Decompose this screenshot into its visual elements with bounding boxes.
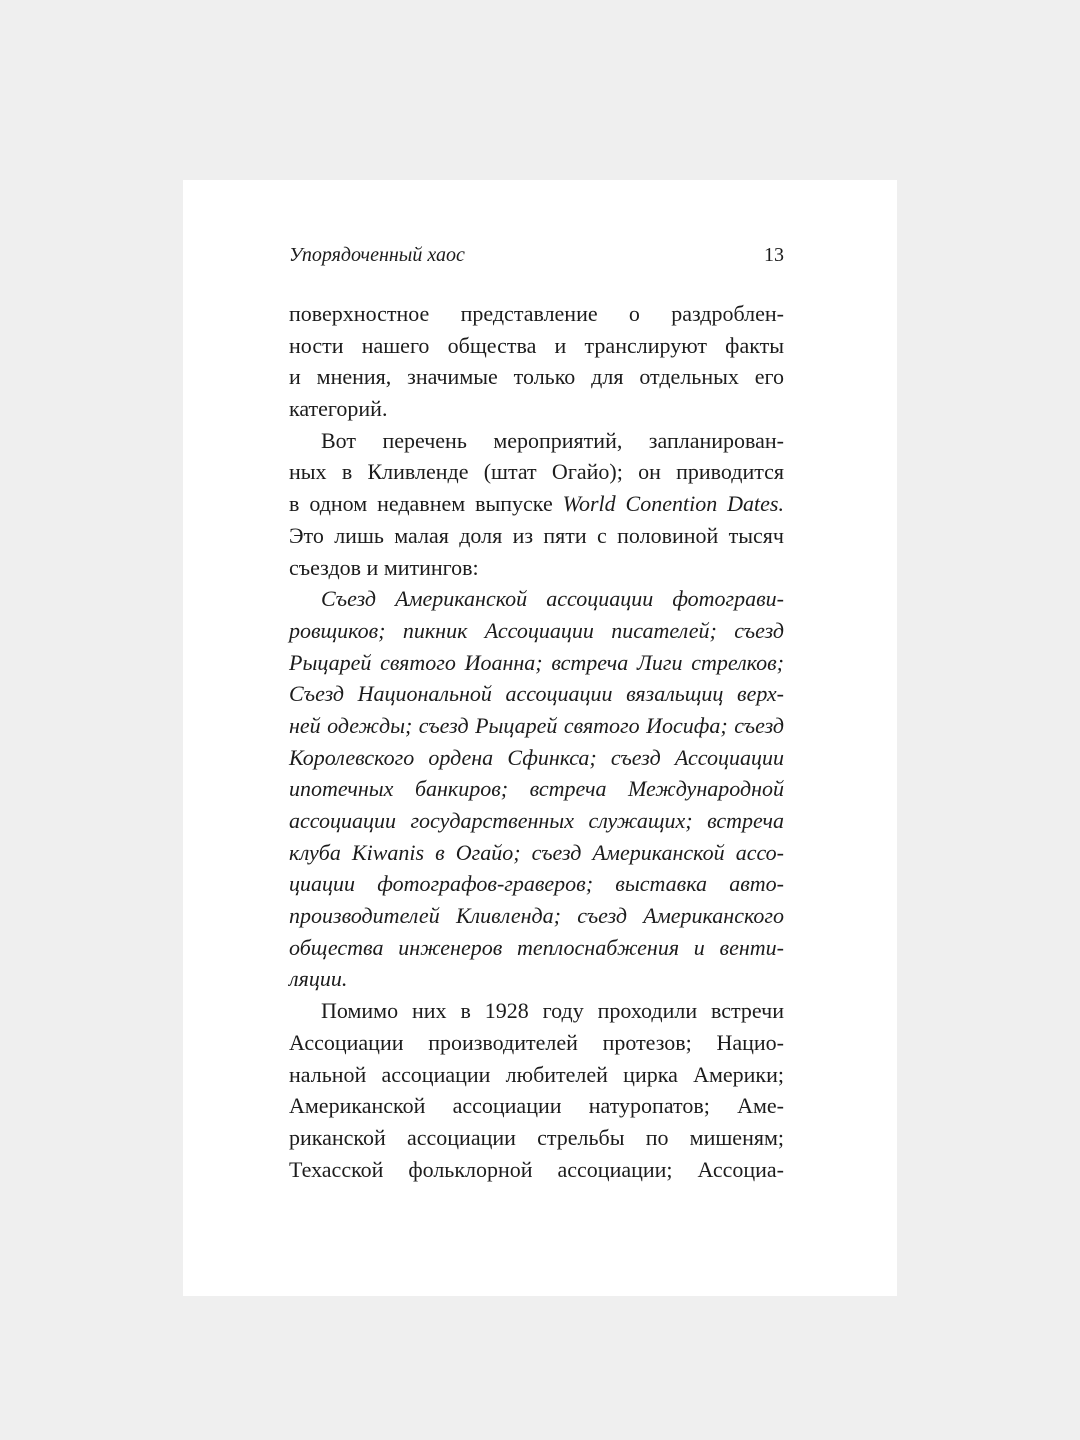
quote-line: общества инженеров теплоснабжения и венти-: [289, 934, 784, 960]
publication-title: World Conention Dates.: [562, 491, 784, 517]
text-line: ности нашего общества и транслируют факты: [289, 332, 784, 358]
text-line: Это лишь малая доля из пяти с половиной тысяч: [289, 522, 784, 548]
quote-line: ляции.: [289, 966, 348, 992]
body-text: [289, 298, 784, 1185]
quote-line: клуба Kiwanis в Огайо; съезд Американской ассо-: [289, 839, 784, 865]
text-line: Американской ассоциации натуропатов; Аме-: [289, 1093, 784, 1119]
text-line: Помимо них в 1928 году проходили встречи: [321, 998, 784, 1024]
running-head: [289, 244, 784, 272]
quote-line: ассоциации государственных служащих; встреча: [289, 808, 784, 833]
text-line: категорий.: [289, 396, 388, 422]
page-number: 13: [764, 244, 784, 266]
text-line: Техасской фольклорной ассоциации; Ассоциа-: [289, 1156, 784, 1182]
quote-line: ипотечных банкиров; встреча Международной: [289, 776, 784, 802]
text-fragment: в одном недавнем выпуске: [289, 491, 563, 517]
quote-line: Съезд Национальной ассоциации вязальщиц верх-: [289, 681, 784, 707]
running-head-title: Упорядоченный хаос: [289, 244, 465, 266]
quote-line: Съезд Американской ассоциации фотогрaви-: [321, 586, 784, 612]
text-line: Вот перечень мероприятий, запланирован-: [321, 427, 784, 453]
quote-line: производителей Кливленда; съезд Американского: [289, 903, 784, 929]
text-line: риканской ассоциации стрельбы по мишеням;: [289, 1124, 784, 1150]
text-line-with-title: [289, 488, 784, 520]
quote-line: Рыцарей святого Иоанна; встреча Лиги стрелков;: [289, 649, 784, 675]
quote-line: Королевского ордена Сфинкса; съезд Ассоциации: [289, 744, 784, 770]
quote-line: циации фотографов-граверов; выставка авто-: [289, 871, 784, 897]
text-line: съездов и митингов:: [289, 554, 479, 580]
text-line: и мнения, значимые только для отдельных его: [289, 364, 784, 390]
text-line: ных в Кливленде (штат Огайо); он приводится: [289, 459, 784, 485]
text-line: поверхностное представление о раздроблен-: [289, 301, 784, 326]
text-line: Ассоциации производителей протезов; Нацио-: [289, 1029, 784, 1055]
quote-line: ровщиков; пикник Ассоциации писателей; съезд: [289, 617, 784, 643]
text-line: нальной ассоциации любителей цирка Америки;: [289, 1061, 784, 1087]
quote-line: ней одежды; съезд Рыцарей святого Иосифа; съезд: [289, 712, 784, 738]
book-page: [183, 180, 897, 1296]
